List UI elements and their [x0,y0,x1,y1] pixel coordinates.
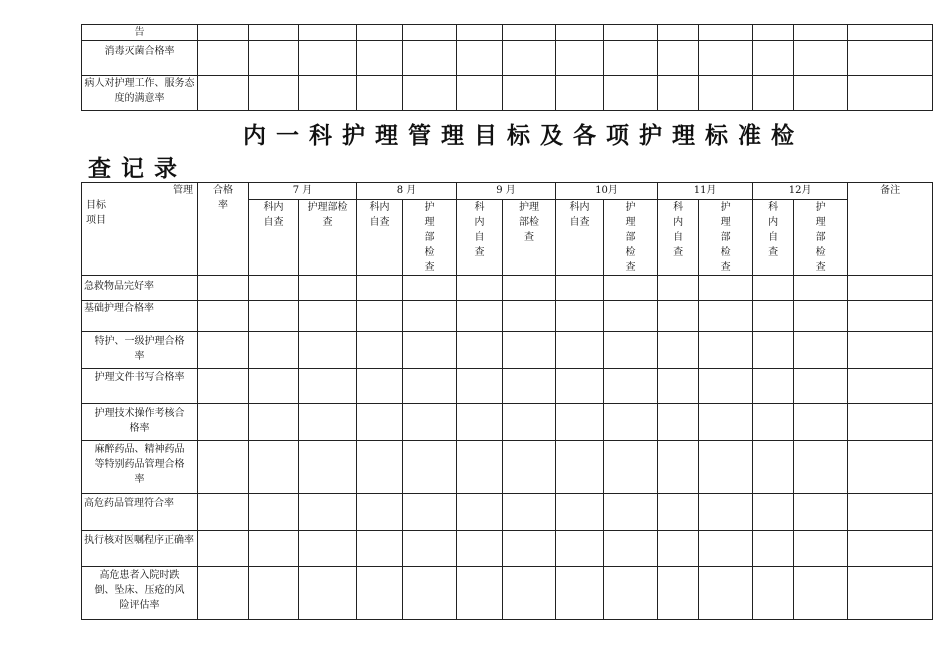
month-header: 8 月 [357,183,457,200]
table-row [82,531,933,567]
top-table [81,24,933,111]
month-header: 9 月 [457,183,556,200]
self-check-header: 科内自查 [753,200,794,276]
month-header: 10月 [556,183,658,200]
corner-label-management: 管理 [173,185,193,196]
table-row [82,441,933,494]
table-row [82,41,933,76]
self-check-header: 科内自查 [658,200,699,276]
record-table [81,182,933,620]
self-check-header: 科内自查 [357,200,403,276]
self-check-header: 科内自查 [249,200,299,276]
table-row [82,494,933,531]
self-check-header: 科内自查 [556,200,604,276]
table-row [82,76,933,111]
table-row [82,567,933,620]
table-row [82,276,933,301]
month-header: 7 月 [249,183,357,200]
dept-check-header: 护理部检查 [794,200,848,276]
dept-check-header: 护理部检查 [699,200,753,276]
row-label: 病人对护理工作、服务态度的满意率 [82,76,198,111]
self-check-header: 科内自查 [457,200,503,276]
item-label: 特护、一级护理合格率 [82,332,198,369]
pass-rate-header: 合格率 [198,183,249,276]
table-row [82,332,933,369]
corner-label-item: 项目 [86,215,106,226]
table-row [82,301,933,332]
row-label: 消毒灭菌合格率 [82,41,198,76]
dept-check-header: 护理部检查 [403,200,457,276]
item-label: 高危药品管理符合率 [82,494,198,531]
item-label: 护理技术操作考核合格率 [82,404,198,441]
dept-check-header: 护理部检查 [299,200,357,276]
table-row [82,369,933,404]
row-label: 告 [82,25,198,41]
page-title: 内一科护理管理目标及各项护理标准检 [243,122,804,149]
item-label: 急救物品完好率 [82,276,198,301]
page-title-continued: 查记录 [88,155,187,182]
item-label: 护理文件书写合格率 [82,369,198,404]
month-header: 12月 [753,183,848,200]
item-label: 麻醉药品、精神药品等特别药品管理合格率 [82,441,198,494]
item-label: 基础护理合格率 [82,301,198,332]
remarks-header: 备注 [848,183,933,276]
corner-label-target: 目标 [86,200,106,211]
header-row [82,183,933,200]
table-row [82,404,933,441]
item-label: 执行核对医嘱程序正确率 [82,531,198,567]
table-row [82,25,933,41]
item-label: 高危患者入院时跌倒、坠床、压疮的风险评估率 [82,567,198,620]
dept-check-header: 护理部检查 [604,200,658,276]
month-header: 11月 [658,183,753,200]
dept-check-header: 护理部检查 [503,200,556,276]
